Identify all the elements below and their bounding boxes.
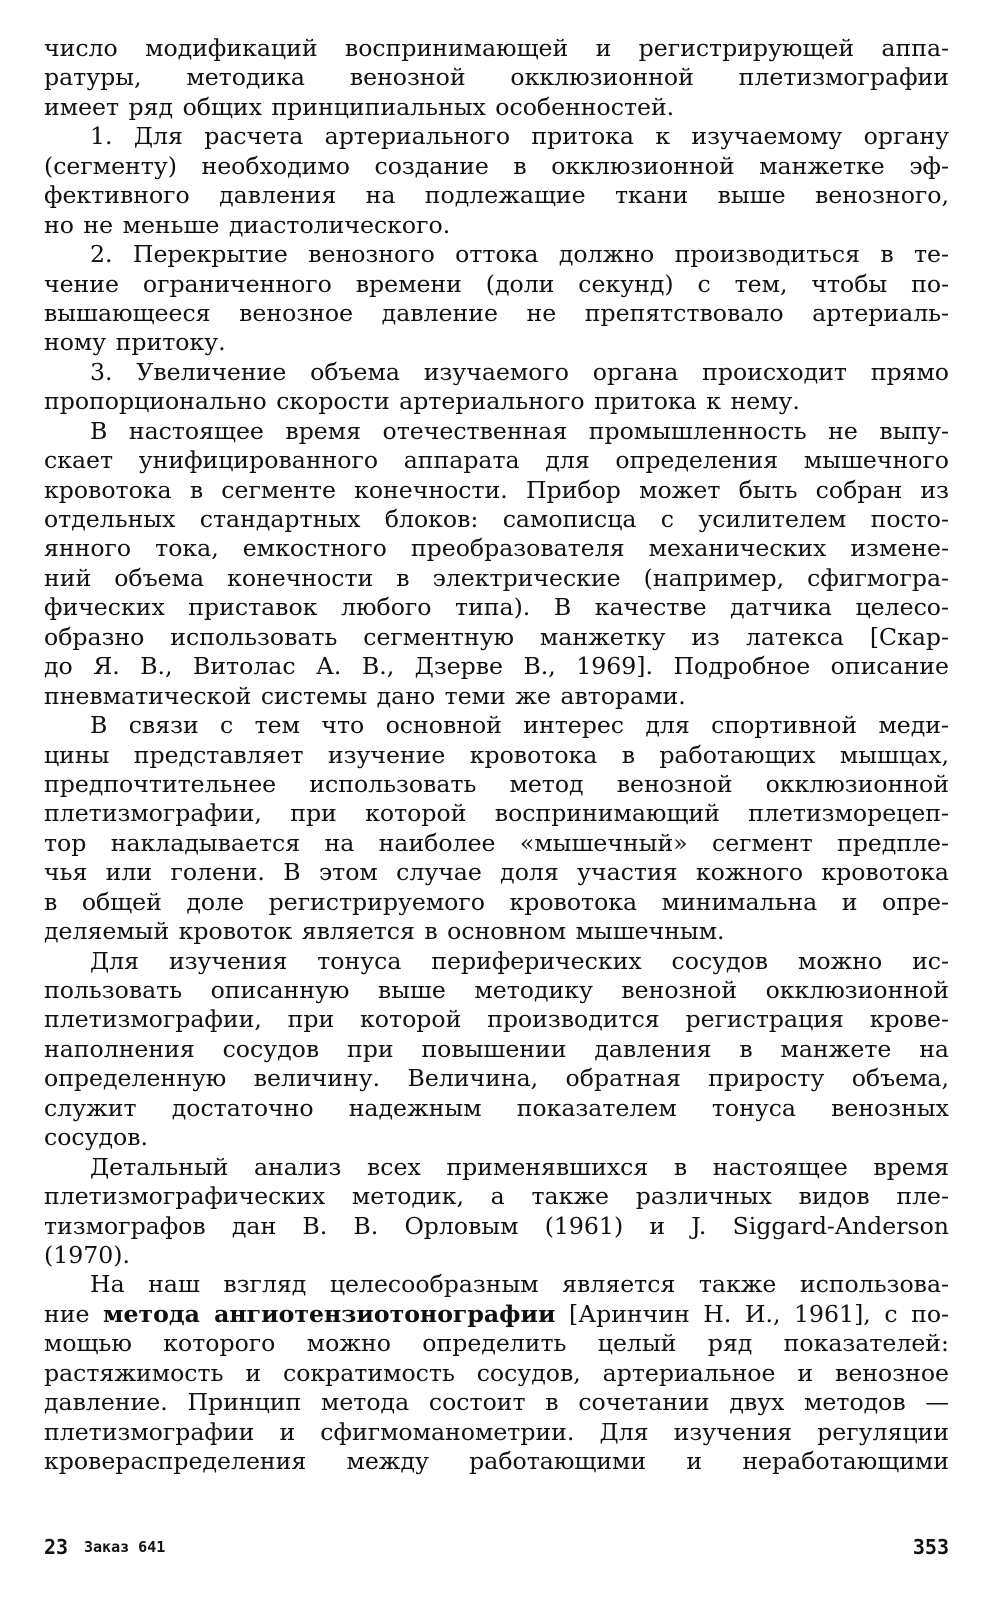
paragraph	[44, 240, 949, 358]
paragraph	[44, 1270, 949, 1476]
text-line: ратуры, методика венозной окклюзионной плетизмографии	[44, 63, 949, 92]
text-line: вышающееся венозное давление не препятствовало артериаль-	[44, 298, 949, 327]
paragraph	[44, 358, 949, 417]
text-line: отдельных стандартных блоков: самописца с усилителем посто-	[44, 505, 949, 533]
paragraph	[44, 417, 949, 711]
paragraph	[44, 947, 949, 1153]
text-line: Детальный анализ всех применявшихся в настоящее время	[90, 1152, 949, 1181]
text-line: скает унифицированного аппарата для определения мышечного	[44, 446, 949, 475]
text-line: фических приставок любого типа). В качестве датчика целесо-	[44, 593, 949, 622]
text-line: плетизмографических методик, а также различных видов пле-	[44, 1182, 949, 1211]
paragraph	[44, 711, 949, 947]
text-line: пневматической системы дано теми же авторами.	[44, 681, 686, 710]
text-line: В связи с тем что основной интерес для спортивной меди-	[90, 711, 949, 740]
text-line: ний объема конечности в электрические (например, сфигмогра-	[44, 563, 949, 592]
text-line: тор накладывается на наиболее «мышечный» сегмент предпле-	[44, 828, 949, 857]
text-line: (сегменту) необходимо создание в окклюзионной манжетке эф-	[44, 151, 949, 180]
text-line: имеет ряд общих принципиальных особенностей.	[44, 92, 675, 121]
text-fragment: [Аринчин Н. И., 1961], с по-	[555, 1299, 949, 1328]
text-line: плетизмографии, при которой производится регистрация крове-	[44, 1005, 949, 1034]
text-line: определенную величину. Величина, обратная приросту объема,	[44, 1064, 949, 1093]
text-line: образно использовать сегментную манжетку из латекса [Скар-	[44, 622, 949, 651]
text-line: плетизмографии, при которой воспринимающий плетизморецеп-	[44, 799, 949, 828]
text-line: Для изучения тонуса периферических сосудов можно ис-	[90, 946, 949, 975]
text-line: сосудов.	[44, 1123, 149, 1152]
text-line: давление. Принцип метода состоит в сочетании двух методов —	[44, 1388, 949, 1417]
text-line: На наш взгляд целесообразным является также использова-	[90, 1270, 949, 1299]
text-line: служит достаточно надежным показателем тонуса венозных	[44, 1093, 949, 1122]
text-line: 3. Увеличение объема изучаемого органа происходит прямо	[90, 357, 949, 386]
text-line: предпочтительнее использовать метод венозной окклюзионной	[44, 769, 949, 798]
bold-term: метода ангиотензиотонографии	[102, 1299, 556, 1328]
text-block	[44, 34, 949, 1476]
page-number: 353	[912, 1535, 949, 1559]
text-line: (1970).	[44, 1240, 130, 1269]
paragraph	[44, 122, 949, 240]
text-line: В настоящее время отечественная промышленность не выпу-	[90, 416, 949, 445]
text-line: 2. Перекрытие венозного оттока должно производиться в те-	[90, 240, 949, 269]
text-line: фективного давления на подлежащие ткани выше венозного,	[44, 181, 949, 210]
text-line: деляемый кровоток является в основном мышечным.	[44, 917, 725, 946]
text-line: кровераспределения между работающими и неработающими	[44, 1447, 949, 1475]
paragraph	[44, 1153, 949, 1271]
text-line: кровотока в сегменте конечности. Прибор может быть собран из	[44, 475, 949, 504]
text-line: янного тока, емкостного преобразователя механических измене-	[44, 534, 949, 563]
text-line: пользовать описанную выше методику венозной окклюзионной	[44, 976, 949, 1004]
text-line: в общей доле регистрируемого кровотока минимальна и опре-	[44, 887, 949, 916]
text-fragment: ние	[44, 1299, 103, 1328]
text-line: число модификаций воспринимающей и регистрирующей аппа-	[44, 34, 949, 62]
text-line: 1. Для расчета артериального притока к изучаемому органу	[90, 122, 949, 151]
text-line-with-bold-term	[44, 1300, 949, 1329]
text-line: тизмографов дан В. В. Орловым (1961) и J. Siggard-Anderson	[44, 1211, 949, 1240]
text-line: плетизмографии и сфигмоманометрии. Для изучения регуляции	[44, 1417, 949, 1446]
text-line: ному притоку.	[44, 328, 226, 357]
text-line: чение ограниченного времени (доли секунд) с тем, чтобы по-	[44, 269, 949, 298]
text-line: пропорционально скорости артериального притока к нему.	[44, 387, 800, 416]
text-line: цины представляет изучение кровотока в работающих мышцах,	[44, 740, 949, 769]
text-line: чья или голени. В этом случае доля участия кожного кровотока	[44, 858, 949, 887]
page-body	[44, 34, 949, 1476]
text-line: до Я. В., Витолас А. В., Дзерве В., 1969]. Подробное описание	[44, 652, 949, 681]
paragraph	[44, 34, 949, 122]
text-line: наполнения сосудов при повышении давления в манжете на	[44, 1034, 949, 1063]
text-line: растяжимость и сократимость сосудов, артериальное и венозное	[44, 1358, 949, 1387]
page-footer	[44, 1535, 949, 1565]
text-line: но не меньше диастолического.	[44, 210, 451, 239]
text-line: мощью которого можно определить целый ряд показателей:	[44, 1329, 949, 1358]
order-label: Заказ 641	[84, 1538, 166, 1556]
signature-number: 23	[44, 1535, 69, 1559]
